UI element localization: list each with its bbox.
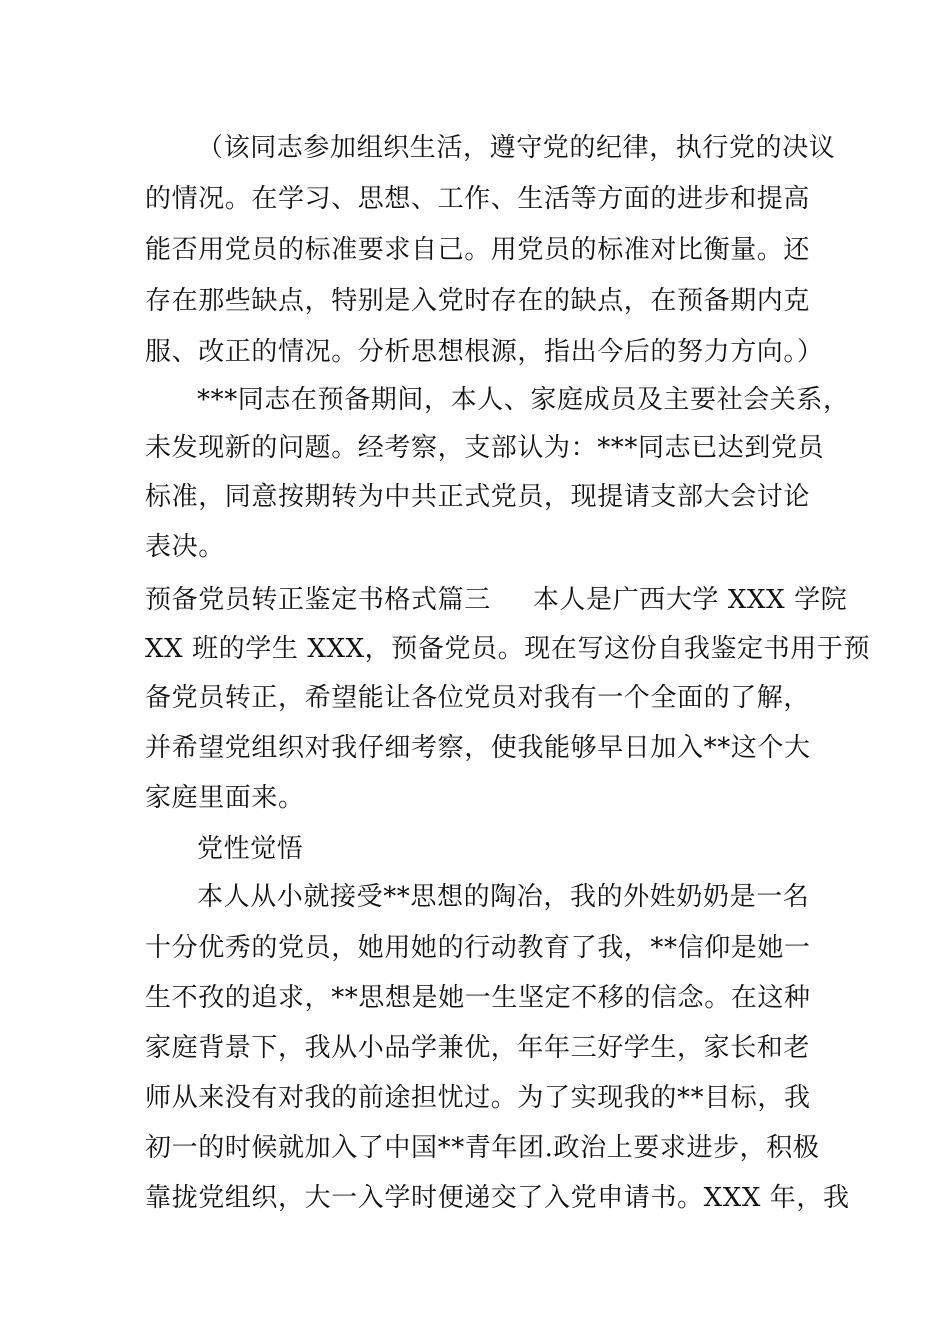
section-heading-line	[145, 583, 848, 617]
paragraph-line: ***同志在预备期间，本人、家庭成员及主要社会关系，	[197, 385, 850, 415]
paragraph-line: 服、改正的情况。分析思想根源，指出今后的努力方向。）	[145, 337, 824, 367]
paragraph-line: 师从来没有对我的前途担忧过。为了实现我的**目标，我	[145, 1083, 811, 1113]
paragraph-line: 生不孜的追求，**思想是她一生坚定不移的信念。在这种	[145, 983, 811, 1013]
paragraph-line: 靠拢党组织，大一入学时便递交了入党申请书。XXX 年，我	[145, 1183, 850, 1213]
paragraph-line: 十分优秀的党员，她用她的行动教育了我，**信仰是她一	[145, 933, 811, 963]
section-heading: 预备党员转正鉴定书格式篇三	[145, 585, 491, 615]
paragraph-line: 家庭里面来。	[145, 783, 305, 813]
paragraph-line: 存在那些缺点，特别是入党时存在的缺点，在预备期内克	[145, 286, 811, 316]
paragraph-line: 并希望党组织对我仔细考察，使我能够早日加入**这个大	[145, 733, 811, 763]
paragraph-line: 标准，同意按期转为中共正式党员，现提请支部大会讨论	[145, 482, 811, 512]
paragraph-line: 的情况。在学习、思想、工作、生活等方面的进步和提高	[145, 184, 811, 214]
paragraph-line: XX 班的学生 XXX，预备党员。现在写这份自我鉴定书用于预	[145, 634, 871, 664]
paragraph-line: 家庭背景下，我从小品学兼优，年年三好学生，家长和老	[145, 1033, 811, 1063]
section-heading-continuation: 本人是广西大学 XXX 学院	[532, 585, 848, 615]
paragraph-line: 初一的时候就加入了中国**青年团.政治上要求进步，积极	[145, 1133, 820, 1163]
paragraph-line: 本人从小就接受**思想的陶冶，我的外姓奶奶是一名	[197, 882, 810, 912]
paragraph-line: 表决。	[145, 532, 225, 562]
paragraph-line: 备党员转正，希望能让各位党员对我有一个全面的了解，	[145, 683, 811, 713]
paragraph-line: 能否用党员的标准要求自己。用党员的标准对比衡量。还	[145, 235, 811, 265]
paragraph-line: 未发现新的问题。经考察，支部认为：***同志已达到党员	[145, 433, 825, 463]
paragraph-line: （该同志参加组织生活，遵守党的纪律，执行党的决议	[197, 133, 836, 163]
subheading: 党性觉悟	[197, 834, 304, 864]
